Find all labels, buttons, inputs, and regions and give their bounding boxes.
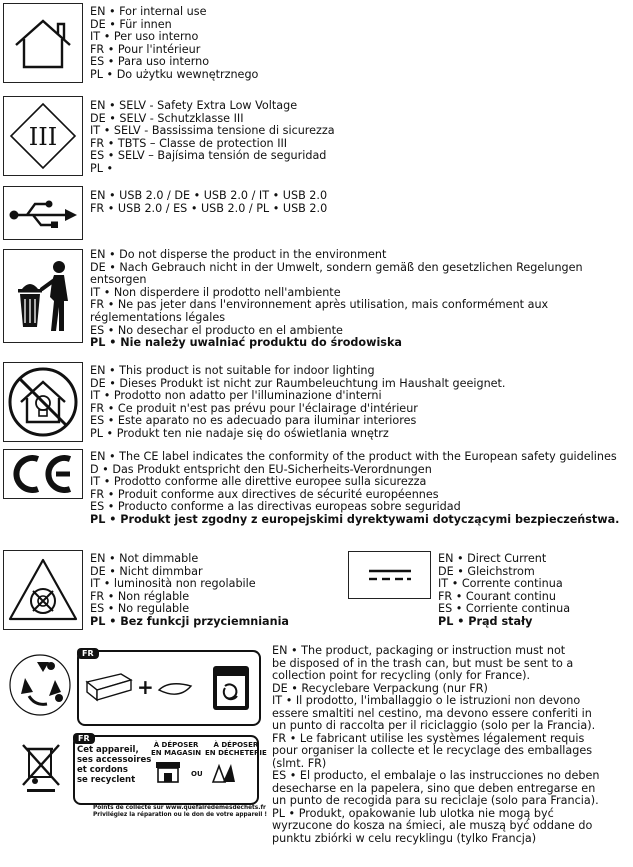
text-line: ES • SELV – Bajísima tensión de seguridad bbox=[90, 149, 327, 163]
not-dimmable-triangle-icon bbox=[7, 556, 79, 624]
dc-icon-box bbox=[348, 551, 431, 599]
text-line: FR • TBTS – Classe de protection III bbox=[90, 136, 288, 150]
text-line: desecharse en la papelera, sino que deben entregarse en bbox=[272, 781, 596, 795]
recycling-text bbox=[272, 645, 599, 845]
dimmable-text bbox=[90, 553, 289, 629]
ce-mark-icon bbox=[10, 455, 76, 493]
text-line: FR • Ne pas jeter dans l'environnement après utilisation, mais conformément aux bbox=[90, 298, 549, 312]
class-iii-diamond-icon bbox=[8, 101, 78, 171]
text-line: IT • SELV - Bassissima tensione di sicurezza bbox=[90, 124, 335, 138]
triman-packaging-logo bbox=[5, 648, 267, 728]
text-line: EN • Do not disperse the product in the environment bbox=[90, 248, 387, 261]
store-label bbox=[151, 741, 201, 757]
weee-triman-logo bbox=[5, 733, 267, 823]
text-line: entsorgen bbox=[90, 273, 147, 287]
selv-icon-box bbox=[3, 96, 83, 176]
text-line: IT • Prodotto conforme alle direttive europee sulla sicurezza bbox=[90, 475, 427, 489]
text-line: IT • Corrente continua bbox=[438, 577, 563, 591]
internal-use-text bbox=[90, 6, 258, 82]
text-line: IT • Non disperdere il prodotto nell'ambiente bbox=[90, 285, 341, 299]
text-line: FR • USB 2.0 / ES • USB 2.0 / PL • USB 2.0 bbox=[90, 201, 328, 215]
text-line: EN • Direct Current bbox=[438, 552, 547, 565]
crossed-wheelie-bin-icon bbox=[19, 741, 63, 793]
text-line: collection point for recycling (only for France). bbox=[272, 669, 531, 682]
text-line: IT • luminosità non regolabile bbox=[90, 577, 256, 591]
text-line: EN DÉCHETERIE bbox=[205, 749, 267, 757]
packaging-box-icon bbox=[83, 672, 135, 702]
text-line: FR • Pour l'intérieur bbox=[90, 42, 201, 56]
text-line: un punto de recogida para su reciclaje (solo para Francia). bbox=[272, 794, 599, 807]
text-line: PL • Produkt ten nie nadaje się do oświetlania wnętrz bbox=[90, 426, 389, 440]
collection-footer bbox=[93, 805, 267, 819]
disposal-icon-box bbox=[3, 249, 83, 343]
text-line: D • Das Produkt entspricht den EU-Sicherheits-Verordnungen bbox=[90, 462, 432, 476]
text-line: et cordons bbox=[77, 765, 128, 775]
waste-center-icon bbox=[211, 760, 237, 784]
text-line: FR • Ce produit n'est pas prévu pour l'éclairage d'intérieur bbox=[90, 401, 418, 415]
dechetterie-label bbox=[205, 741, 267, 757]
leaflet-icon bbox=[157, 678, 193, 700]
text-line: PL • Produkt jest zgodny z europejskimi dyrektywami dotyczącymi bezpieczeństwa. bbox=[90, 512, 620, 526]
plus-sign: + bbox=[137, 675, 154, 699]
text-line: ES • No desechar el producto en el ambiente bbox=[90, 323, 343, 337]
indoor-icon-box bbox=[3, 362, 83, 442]
text-line: IT • Prodotto non adatto per l'illuminazione d'interni bbox=[90, 389, 382, 403]
text-line: ES • Producto conforme a las directivas europeas sobre seguridad bbox=[90, 500, 461, 514]
text-line: DE • SELV - Schutzklasse III bbox=[90, 111, 244, 125]
house-icon-box bbox=[3, 3, 83, 83]
text-line: wyrzucone do kosza na śmieci, ale muszą być oddane do bbox=[272, 819, 593, 832]
text-line: EN • SELV - Safety Extra Low Voltage bbox=[90, 99, 298, 112]
text-line: ES • Para uso interno bbox=[90, 55, 210, 69]
fr-badge: FR bbox=[77, 648, 99, 659]
usb-text bbox=[90, 190, 327, 215]
text-line: PL • Produkt, opakowanie lub ulotka nie mogą być bbox=[272, 806, 554, 820]
or-label: OU bbox=[191, 770, 203, 778]
text-line: EN • The CE label indicates the conformity of the product with the European safety guidelines bbox=[90, 450, 617, 463]
text-line: EN • For internal use bbox=[90, 5, 207, 18]
text-line: Privilégiez la réparation ou le don de votre appareil ! bbox=[93, 812, 267, 818]
ce-text bbox=[90, 451, 619, 527]
text-line: pour organiser la collecte et le recyclage des emballages bbox=[272, 744, 593, 757]
usb-icon-box bbox=[3, 186, 83, 240]
text-line: ES • No regulable bbox=[90, 602, 190, 616]
text-line: un punto di raccolta per il riciclaggio (solo per la Francia). bbox=[272, 719, 596, 732]
text-line: FR • Le fabricant utilise les systèmes légalement requis bbox=[272, 731, 585, 745]
text-line: FR • Non réglable bbox=[90, 589, 190, 603]
text-line: réglementations légales bbox=[90, 310, 226, 324]
direct-current-icon bbox=[365, 565, 415, 585]
sorting-bin-icon bbox=[211, 664, 251, 712]
dc-text bbox=[438, 553, 570, 629]
ce-icon-box bbox=[3, 449, 83, 499]
text-line: DE • Dieses Produkt ist nicht zur Raumbeleuchtung im Haushalt geeignet. bbox=[90, 376, 506, 390]
text-line: ES • Este aparato no es adecuado para iluminar interiores bbox=[90, 414, 417, 428]
fr-badge: FR bbox=[73, 733, 95, 744]
text-line: DE • Gleichstrom bbox=[438, 564, 535, 578]
text-line: À DÉPOSER bbox=[213, 741, 259, 749]
text-line: ES • El producto, el embalaje o las instrucciones no deben bbox=[272, 769, 600, 782]
text-line: IT • Il prodotto, l'imballaggio o le istruzioni non devono bbox=[272, 694, 581, 707]
text-line: Points de collecte sur www.quefairedemesdechets.fr bbox=[93, 805, 266, 811]
store-icon bbox=[155, 761, 181, 783]
house-icon bbox=[12, 15, 74, 71]
text-line: DE • Für innen bbox=[90, 17, 172, 31]
text-line: EN • Not dimmable bbox=[90, 552, 199, 565]
text-line: PL • Do użytku wewnętrznego bbox=[90, 67, 259, 81]
text-line: À DÉPOSER bbox=[153, 741, 199, 749]
text-line: PL • Nie należy uwalniać produktu do środowiska bbox=[90, 336, 402, 350]
text-line: ES • Corriente continua bbox=[438, 602, 571, 616]
text-line: EN • USB 2.0 / DE • USB 2.0 / IT • USB 2.0 bbox=[90, 189, 328, 202]
disposal-text bbox=[90, 249, 583, 350]
text-line: EN MAGASIN bbox=[151, 749, 202, 757]
text-line: punktu zbiórki w celu recyklingu (tylko Francja) bbox=[272, 831, 537, 845]
text-line: IT • Per uso interno bbox=[90, 30, 199, 44]
indoor-text bbox=[90, 365, 505, 441]
dimmable-icon-box bbox=[3, 550, 83, 630]
text-line: se recyclent bbox=[77, 775, 136, 785]
text-line: essere smaltiti nel cestino, ma devono essere conferiti in bbox=[272, 706, 592, 720]
text-line: ses accessoires bbox=[77, 755, 152, 765]
text-line: PL • bbox=[90, 161, 114, 175]
text-line: EN • The product, packaging or instruction must not bbox=[272, 644, 566, 657]
triman-recycling-icon bbox=[7, 652, 73, 718]
text-line: (slmt. FR) bbox=[272, 756, 327, 770]
text-line: FR • Produit conforme aux directives de sécurité européennes bbox=[90, 487, 439, 501]
usb-icon bbox=[7, 198, 79, 228]
text-line: DE • Nicht dimmbar bbox=[90, 564, 203, 578]
text-line: FR • Courant continu bbox=[438, 589, 556, 603]
text-line: EN • This product is not suitable for indoor lighting bbox=[90, 364, 375, 377]
appliance-text bbox=[77, 745, 151, 785]
selv-text bbox=[90, 100, 335, 176]
text-line: Cet appareil, bbox=[77, 745, 139, 755]
class-iii-label: III bbox=[28, 123, 58, 151]
person-trash-bin-icon bbox=[12, 257, 74, 335]
text-line: be disposed of in the trash can, but must be sent to a bbox=[272, 656, 574, 670]
text-line: DE • Recyclebare Verpackung (nur FR) bbox=[272, 681, 488, 695]
house-lightbulb-crossed-icon bbox=[7, 366, 79, 438]
text-line: PL • Prąd stały bbox=[438, 614, 533, 628]
text-line: PL • Bez funkcji przyciemniania bbox=[90, 614, 289, 628]
text-line: DE • Nach Gebrauch nicht in der Umwelt, sondern gemäß den gesetzlichen Regelungen bbox=[90, 260, 583, 274]
